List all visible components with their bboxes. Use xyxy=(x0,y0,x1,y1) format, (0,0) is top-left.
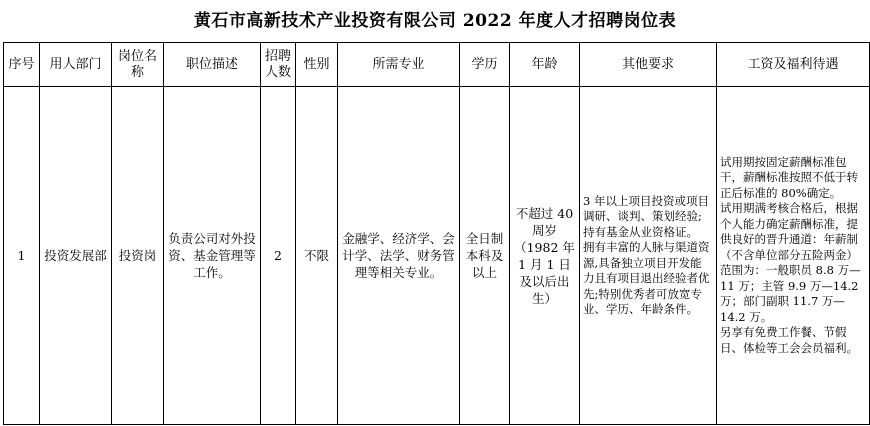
header-other: 其他要求 xyxy=(580,43,717,87)
header-position: 岗位名称 xyxy=(112,43,164,87)
cell-headcount: 2 xyxy=(261,87,296,425)
cell-description: 负责公司对外投资、基金管理等工作。 xyxy=(164,87,261,425)
header-row xyxy=(4,43,870,87)
header-headcount: 招聘人数 xyxy=(261,43,296,87)
header-department: 用人部门 xyxy=(40,43,112,87)
cell-major: 金融学、经济学、会计学、法学、财务管理等相关专业。 xyxy=(338,87,460,425)
header-salary: 工资及福利待遇 xyxy=(717,43,870,87)
header-education: 学历 xyxy=(460,43,510,87)
cell-position: 投资岗 xyxy=(112,87,164,425)
header-major: 所需专业 xyxy=(338,43,460,87)
header-description: 职位描述 xyxy=(164,43,261,87)
cell-gender: 不限 xyxy=(296,87,338,425)
cell-index: 1 xyxy=(4,87,40,425)
recruitment-table xyxy=(3,42,870,425)
cell-other-requirements: 3 年以上项目投资或项目调研、谈判、策划经验;持有基金从业资格证。 拥有丰富的人脉与渠道资源,具备独立项目开发能力且有项目退出经验者优先;特别优秀者可放宽专业、学历、年龄条件。 xyxy=(580,87,717,425)
table-row xyxy=(4,87,870,425)
cell-department: 投资发展部 xyxy=(40,87,112,425)
page-title: 黄石市高新技术产业投资有限公司 2022 年度人才招聘岗位表 xyxy=(193,11,677,31)
cell-education: 全日制本科及以上 xyxy=(460,87,510,425)
header-gender: 性别 xyxy=(296,43,338,87)
cell-age: 不超过 40 周岁（1982 年 1 月 1 日及以后出生） xyxy=(510,87,580,425)
cell-salary-benefits: 试用期按固定薪酬标准包干，薪酬标准按照不低于转正后标准的 80%确定。 试用期满考核合格后，根据个人能力确定薪酬标准，提供良好的晋升通道：年薪制（不含单位部分五险两金）范围为：一般职员 8.8 万—11 万；主管 9.9 万—14.2 万；部门副职 11.7 万—14.2 万。 另享有免费工作餐、节假日、体检等工会会员福利。 xyxy=(717,87,870,425)
header-age: 年龄 xyxy=(510,43,580,87)
header-index: 序号 xyxy=(4,43,40,87)
